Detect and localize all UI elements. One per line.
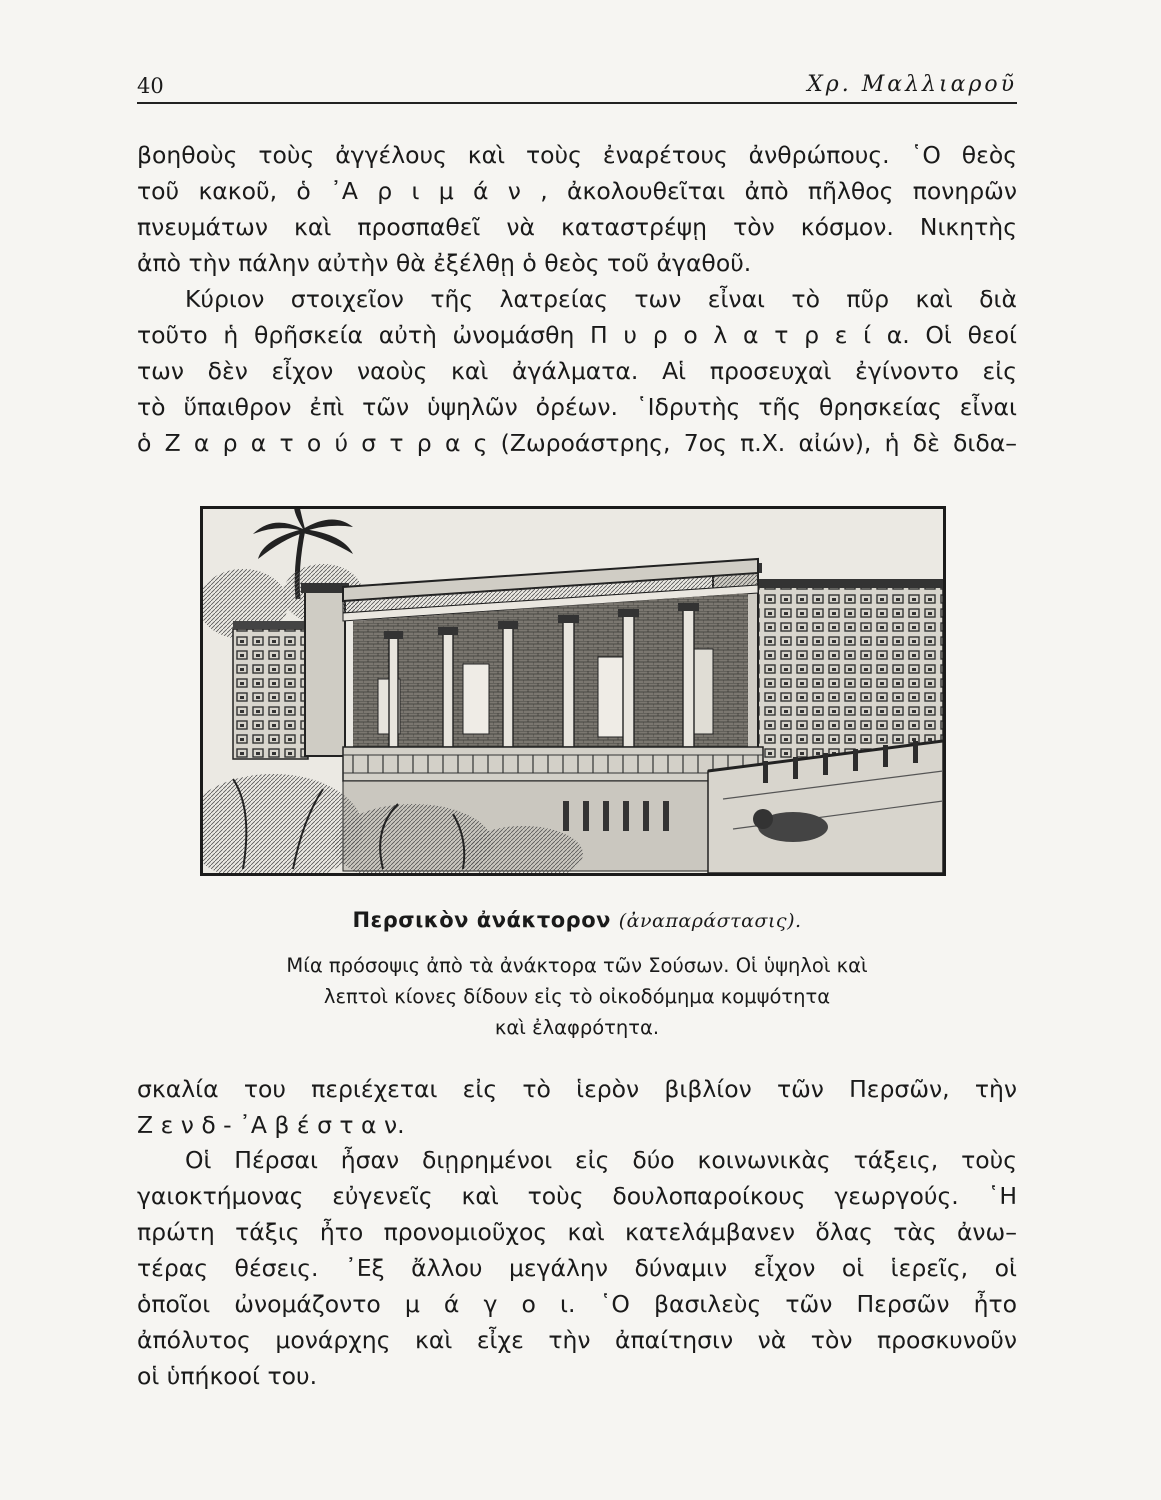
text-line: οἱ ὑπήκοοί του. — [137, 1362, 318, 1390]
figure-title-sub: (ἀναπαράστασις). — [618, 910, 802, 932]
text-line: ἀπὸ τὴν πάλην αὐτὴν θὰ ἐξέλθῃ ὁ θεὸς τοῦ ἀγαθοῦ. — [137, 249, 752, 277]
figure-caption — [137, 950, 1017, 1043]
paragraph-ahriman — [137, 137, 1017, 281]
figure-title-main: Περσικὸν ἀνάκτορον — [352, 908, 611, 932]
text-line: γαιοκτήμονας εὐγενεῖς καὶ τοὺς δουλοπαροίκους γεωργούς. ῾Η — [137, 1182, 1017, 1210]
text-line: πνευμάτων καὶ προσπαθεῖ νὰ καταστρέψῃ τὸν κόσμον. Νικητὴς — [137, 213, 1017, 241]
text-line: Κύριον στοιχεῖον τῆς λατρείας των εἶναι τὸ πῦρ καὶ διὰ — [185, 285, 1017, 313]
paragraph-social-classes — [137, 1142, 1017, 1394]
text-line: βοηθοὺς τοὺς ἀγγέλους καὶ τοὺς ἐναρέτους ἀνθρώπους. ῾Ο θεὸς — [137, 141, 1017, 169]
text-line: Οἱ Πέρσαι ἦσαν διῃρημένοι εἰς δύο κοινωνικὰς τάξεις, τοὺς — [185, 1146, 1017, 1174]
paragraph-fire-worship — [137, 281, 1017, 461]
text-line: τὸ ὕπαιθρον ἐπὶ τῶν ὑψηλῶν ὀρέων. ῾Ιδρυτὴς τῆς θρησκείας εἶναι — [137, 393, 1017, 421]
text-line: τοῦ κακοῦ, ὁ ᾿Α ρ ι μ ά ν , ἀκολουθεῖται ἀπὸ πῆλθος πονηρῶν — [137, 177, 1017, 205]
running-head-author: Χρ. Μαλλιαροῦ — [807, 72, 1017, 97]
figure-title — [137, 908, 1017, 932]
text-line: ὁποῖοι ὠνομάζοντο μ ά γ ο ι. ῾Ο βασιλεὺς τῶν Περσῶν ἦτο — [137, 1290, 1017, 1318]
text-line: τοῦτο ἡ θρῆσκεία αὐτὴ ὠνομάσθη Π υ ρ ο λ α τ ρ ε ί α. Οἱ θεοί — [137, 321, 1017, 349]
text-line: ἀπόλυτος μονάρχης καὶ εἶχε τὴν ἀπαίτησιν νὰ τὸν προσκυνοῦν — [137, 1326, 1017, 1354]
caption-line: Μία πρόσοψις ἀπὸ τὰ ἀνάκτορα τῶν Σούσων. Οἱ ὑψηλοὶ καὶ — [286, 954, 868, 977]
paragraph-zend-avesta — [137, 1071, 1017, 1143]
text-line: σκαλία του περιέχεται εἰς τὸ ἱερὸν βιβλίον τῶν Περσῶν, τὴν — [137, 1075, 1017, 1103]
page-number: 40 — [137, 74, 164, 98]
persian-palace-illustration — [200, 506, 946, 876]
text-line: πρώτη τάξις ἦτο προνομιοῦχος καὶ κατελάμβανεν ὅλας τὰς ἀνω– — [137, 1218, 1017, 1246]
text-line: τέρας θέσεις. ᾿Εξ ἄλλου μεγάλην δύναμιν εἶχον οἱ ἱερεῖς, οἱ — [137, 1254, 1017, 1282]
text-line: ὁ Ζ α ρ α τ ο ύ σ τ ρ α ς (Ζωροάστρης, 7ος π.Χ. αἰών), ἡ δὲ διδα– — [137, 429, 1017, 457]
caption-line: λεπτοὶ κίονες δίδουν εἰς τὸ οἰκοδόμημα κομψότητα — [323, 985, 831, 1008]
page-header — [137, 72, 1017, 104]
text-line: των δὲν εἶχον ναοὺς καὶ ἀγάλματα. Αἱ προσευχαὶ ἐγίνοντο εἰς — [137, 357, 1017, 385]
text-line: Ζ ε ν δ - ᾿Α β έ σ τ α ν. — [137, 1111, 405, 1139]
caption-line: καὶ ἐλαφρότητα. — [494, 1016, 660, 1039]
